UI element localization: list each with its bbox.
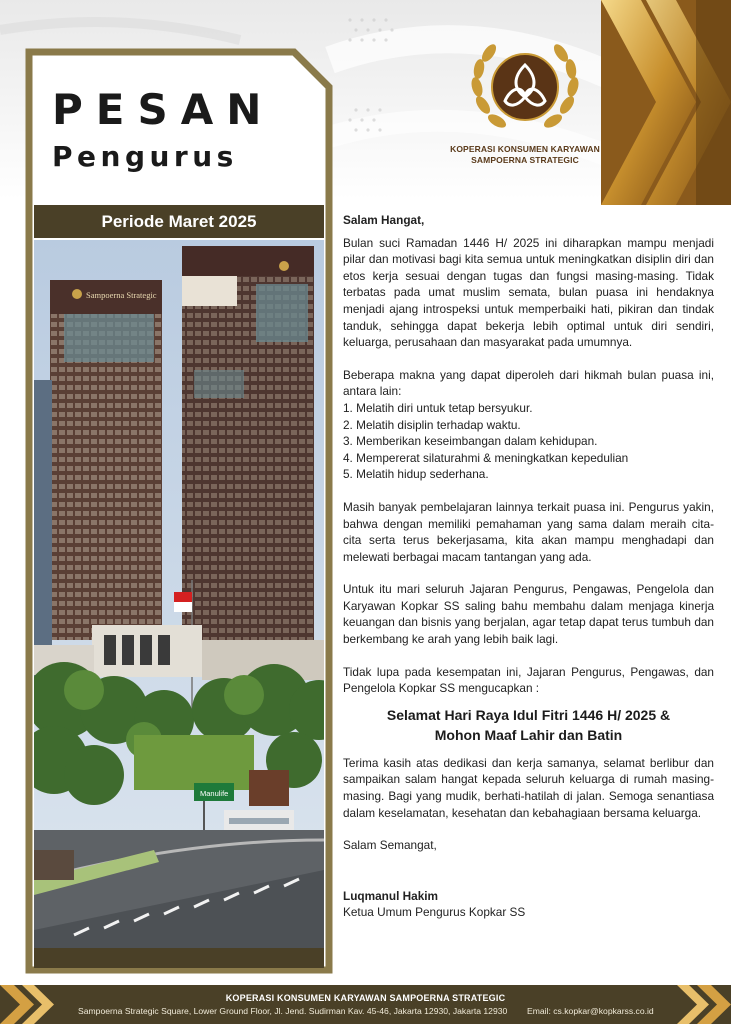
photo-bottom-band	[34, 948, 324, 968]
list-intro: Beberapa makna yang dapat diperoleh dari hikmah bulan puasa ini, antara lain:	[343, 367, 714, 399]
signer-title: Ketua Umum Pengurus Kopkar SS	[343, 905, 526, 920]
building-towers-photo	[34, 240, 324, 948]
paragraph-4: Tidak lupa pada kesempatan ini, Jajaran Pengurus, Pengawas, dan Pengelola Kopkar SS mengucapkan :	[343, 664, 714, 696]
footer-address: Sampoerna Strategic Square, Lower Ground Floor, Jl. Jend. Sudirman Kav. 45-46, Jakarta 12930, Jakarta 12930	[78, 1006, 508, 1016]
paragraph-5: Terima kasih atas dedikasi dan kerja samanya, selamat berlibur dan sampaikan salam hangat kepada seluruh keluarga di rumah masing-masing. Bagi yang mudik, berhati-hatilah di jalan. Semoga senantiasa dalam keselamatan, kesehatan dan kebahagiaan bersama keluarga.	[343, 755, 714, 820]
eid-greeting	[343, 705, 714, 745]
meaning-list	[343, 400, 714, 483]
footer-title: KOPERASI KONSUMEN KARYAWAN SAMPOERNA STRATEGIC	[225, 993, 506, 1003]
letter-body	[343, 212, 714, 921]
building-photo	[34, 240, 324, 948]
organization-logo	[440, 35, 610, 166]
greeting: Salam Hangat,	[343, 213, 425, 227]
gold-chevron-decoration	[601, 0, 731, 205]
footer-email: Email: cs.kopkar@kopkarss.co.id	[527, 1006, 654, 1016]
laurel-wreath-emblem-icon	[465, 35, 585, 140]
logo-caption-line2: SAMPOERNA STRATEGIC	[471, 155, 579, 165]
road-sign-text: Manulife	[200, 789, 229, 798]
eid-greeting-line2: Mohon Maaf Lahir dan Batin	[434, 726, 623, 743]
list-item: 1. Melatih diri untuk tetap bersyukur.	[343, 400, 533, 415]
paragraph-1: Bulan suci Ramadan 1446 H/ 2025 ini diharapkan mampu menjadi pilar dan motivasi bagi kita semua untuk meningkatkan disiplin diri dan etos kerja sesuai dengan tugas dan fungsi masing-masing. Tidak terbatas pada umat muslim semata, bulan puasa ini hendaknya menjadi ajang introspeksi untuk memperbaiki hati, pikiran dan tindak tanduk, sehingga dapat bekerja lebih optimal untuk diri sendiri, keluarga, perusahaan dan masyarakat pada umumnya.	[343, 235, 714, 350]
period-banner: Periode Maret 2025	[34, 205, 324, 238]
paragraph-2: Masih banyak pembelajaran lainnya terkait puasa ini. Pengurus yakin, bahwa dengan memiliki pemahaman yang sama dalam meraih cita-cita serta terus bekerjasama, kita akan mampu menghadapi dan melewati berbagai macam tantangan yang ada.	[343, 499, 714, 564]
page-subtitle: Pengurus	[52, 140, 238, 173]
gold-chevron-right-icon	[671, 985, 731, 1024]
logo-caption-line1: KOPERASI KONSUMEN KARYAWAN	[450, 144, 600, 154]
list-item: 3. Memberikan keseimbangan dalam kehidupan.	[343, 434, 598, 449]
gold-chevron-left-icon	[0, 985, 60, 1024]
eid-greeting-line1: Selamat Hari Raya Idul Fitri 1446 H/ 2025 &	[386, 706, 671, 723]
building-sign-text: Sampoerna Strategic	[86, 290, 157, 300]
list-item: 5. Melatih hidup sederhana.	[343, 467, 489, 482]
list-item: 4. Mempererat silaturahmi & meningkatkan kepedulian	[343, 450, 629, 465]
paragraph-3: Untuk itu mari seluruh Jajaran Pengurus, Pengawas, Pengelola dan Karyawan Kopkar SS saling bahu membahu dalam menjaga kinerja keuangan dan bisnis yang berjalan, agar tetap dapat terus tumbuh dan berkembang ke arah yang lebih baik lagi.	[343, 582, 714, 647]
signer-name: Luqmanul Hakim	[343, 888, 439, 903]
page-title: PESAN	[52, 85, 275, 134]
list-item: 2. Melatih disiplin terhadap waktu.	[343, 417, 521, 432]
footer-bar	[0, 985, 731, 1024]
closing: Salam Semangat,	[343, 838, 437, 853]
